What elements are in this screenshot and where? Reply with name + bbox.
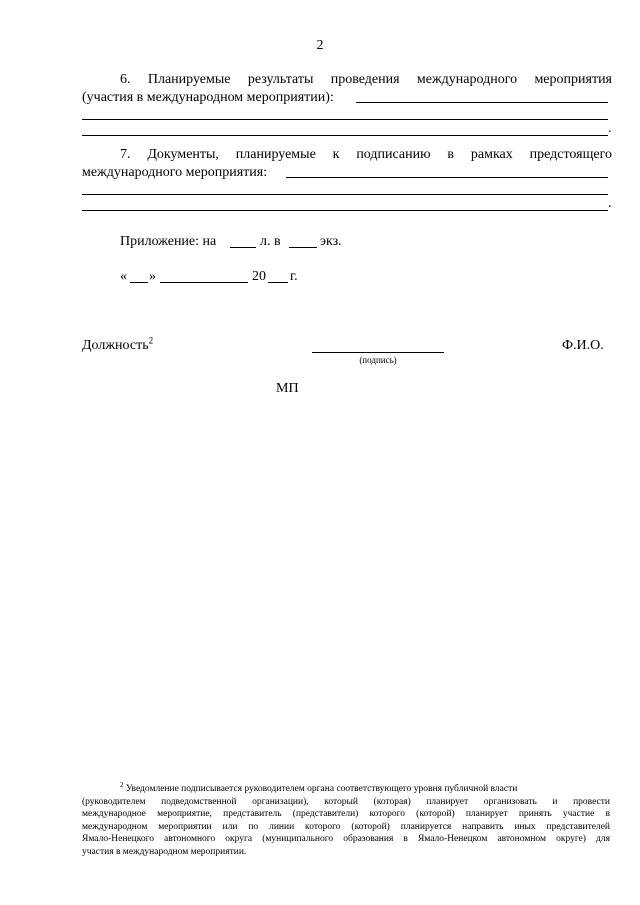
item7-fill-line-1 [286, 177, 608, 178]
position-label: Должность$^2$ [82, 335, 154, 353]
page-number: 2 [316, 38, 324, 53]
footnote-line-2: (руководителем подведомственной организации), который (которая) планирует организовать и провести [82, 796, 610, 807]
item7-line1: 7. Документы, планируемые к подписанию в рамках предстоящего [120, 147, 612, 162]
item7-line2: международного мероприятия: [82, 165, 268, 180]
item7-fill-line-2 [82, 194, 608, 195]
footnote [82, 779, 610, 858]
name-label: Ф.И.О. [562, 338, 604, 353]
signature-caption: (подпись) [359, 355, 397, 365]
item6-line1: 6. Планируемые результаты проведения международного мероприятия [120, 72, 612, 87]
item6-end-dot: . [608, 121, 612, 136]
footnote-line-3: международное мероприятие, представитель (представители) которого (которой) планирует принять участие в [82, 809, 610, 820]
attachment-sheets-label: л. в [260, 234, 281, 249]
item6-fill-line-3 [82, 135, 608, 136]
signature-line [312, 352, 444, 353]
date-year-blank [268, 282, 288, 283]
item7-fill-line-3 [82, 210, 608, 211]
attachment-copies-label: экз. [320, 234, 342, 249]
item6-fill-line-2 [82, 119, 608, 120]
date-open-quote: « [120, 269, 127, 284]
footnote-line-1: $^2$ Уведомление подписывается руководителем органа соответствующего уровня публичной власти [120, 781, 518, 795]
footnote-line-4: международном мероприятии или по линии которого (которой) планируется направить иных представителей [82, 821, 610, 832]
footnote-marker: 2 [120, 781, 124, 789]
date-close-quote: » [149, 269, 156, 284]
attachment-copies-blank [289, 247, 317, 248]
date-day-blank [130, 282, 148, 283]
footnote-ref: 2 [148, 335, 154, 346]
footnote-line-5: Ямало-Ненецкого автономного округа (муниципального образования в Ямало-Ненецком автономном округе) для [82, 834, 610, 845]
item6-fill-line-1 [356, 102, 608, 103]
item7-end-dot: . [608, 196, 612, 211]
attachment-sheets-blank [230, 247, 256, 248]
footnote-line-6: участия в международном мероприятии. [82, 846, 247, 857]
date-year-prefix: 20 [252, 269, 266, 284]
attachment-label: Приложение: на [120, 234, 217, 249]
date-month-blank [160, 282, 248, 283]
date-year-suffix: г. [290, 269, 298, 284]
item6-line2: (участия в международном мероприятии): [82, 90, 334, 105]
seal-label: МП [276, 381, 299, 396]
